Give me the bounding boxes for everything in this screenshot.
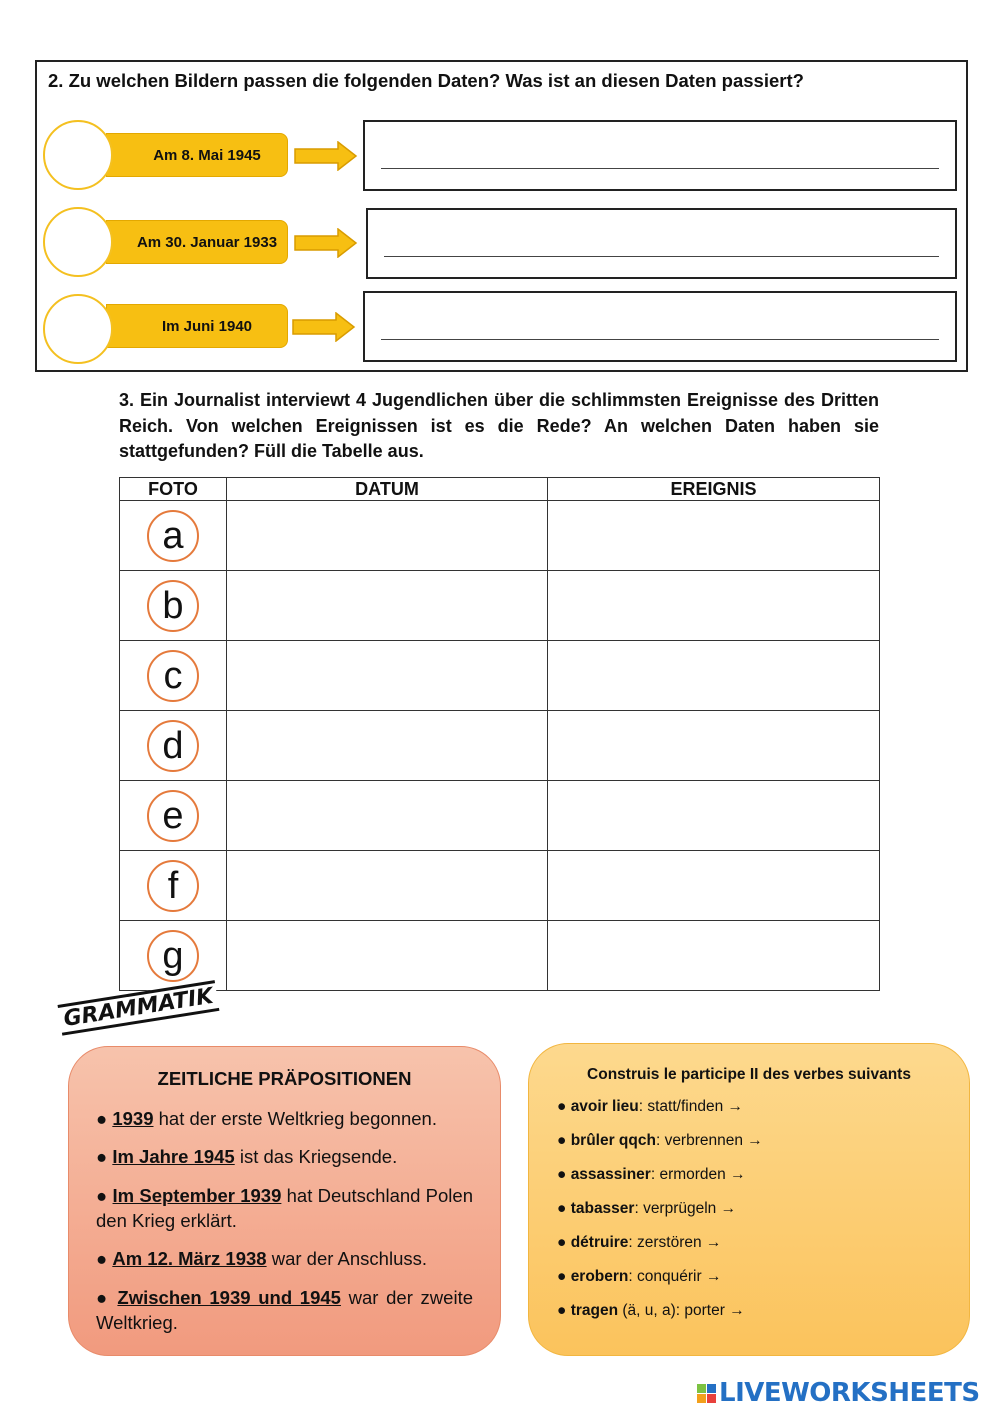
- verb-translation: (ä, u, a): porter →: [618, 1302, 745, 1319]
- grammar-example: [96, 1144, 473, 1169]
- ereignis-input-cell[interactable]: [548, 851, 880, 921]
- photo-letter-badge: g: [147, 930, 199, 982]
- time-preposition-phrase: Zwischen 1939 und 1945: [117, 1287, 341, 1308]
- verb-term: erobern: [570, 1268, 629, 1285]
- column-header-datum: DATUM: [227, 478, 548, 501]
- foto-cell: [120, 711, 227, 781]
- date-label: Am 30. Januar 1933: [106, 220, 288, 264]
- answer-box[interactable]: [363, 120, 957, 191]
- bullet: ●: [96, 1108, 108, 1129]
- verb-translation: : zerstören →: [628, 1234, 722, 1251]
- verb-item: [557, 1302, 745, 1320]
- example-rest: war der Anschluss.: [266, 1248, 427, 1269]
- photo-letter-badge: b: [147, 580, 199, 632]
- grammar-heading: ZEITLICHE PRÄPOSITIONEN: [157, 1068, 412, 1089]
- date-label: Am 8. Mai 1945: [106, 133, 288, 177]
- bullet: ●: [557, 1234, 567, 1251]
- verb-term: brûler qqch: [570, 1132, 656, 1149]
- liveworksheets-logo: [697, 1378, 980, 1408]
- ereignis-input-cell[interactable]: [548, 501, 880, 571]
- datum-input-cell[interactable]: [227, 501, 548, 571]
- time-preposition-phrase: Am 12. März 1938: [112, 1248, 267, 1269]
- photo-letter-badge: f: [147, 860, 199, 912]
- table-row: [120, 921, 880, 991]
- foto-cell: [120, 501, 227, 571]
- photo-letter-badge: c: [147, 650, 199, 702]
- example-rest: ist das Kriegsende.: [234, 1146, 398, 1167]
- verb-item: [557, 1234, 721, 1252]
- example-rest: war der zweite Weltkrieg.: [96, 1287, 473, 1333]
- table-row: [120, 571, 880, 641]
- arrow-right-icon: [292, 312, 356, 342]
- answer-line: [381, 339, 939, 340]
- bullet: ●: [96, 1146, 108, 1167]
- answer-line: [381, 168, 939, 169]
- foto-cell: [120, 641, 227, 711]
- verb-term: tabasser: [570, 1200, 635, 1217]
- table-row: [120, 501, 880, 571]
- photo-letter-badge: e: [147, 790, 199, 842]
- time-preposition-phrase: Im September 1939: [112, 1185, 282, 1206]
- bullet: ●: [557, 1132, 567, 1149]
- verb-term: détruire: [570, 1234, 629, 1251]
- example-rest: hat Deutschland Polen den Krieg erklärt.: [96, 1185, 473, 1231]
- answer-box[interactable]: [366, 208, 957, 279]
- section-3-title: 3. Ein Journalist interviewt 4 Jugendlichen über die schlimmsten Ereignisse des Dritten Reich. Von welchen Ereignissen ist es die Rede? An welchen Daten haben sie stattgefunden? Füll die Tabelle aus.: [119, 390, 879, 461]
- ereignis-input-cell[interactable]: [548, 921, 880, 991]
- answer-line: [384, 256, 939, 257]
- verb-translation: : ermorden →: [650, 1166, 746, 1183]
- table-row: [120, 711, 880, 781]
- verb-term: avoir lieu: [570, 1098, 639, 1115]
- bullet: ●: [96, 1248, 108, 1269]
- datum-input-cell[interactable]: [227, 921, 548, 991]
- verb-term: assassiner: [570, 1166, 651, 1183]
- bullet: ●: [557, 1200, 567, 1217]
- time-preposition-phrase: Im Jahre 1945: [112, 1146, 235, 1167]
- bullet: ●: [96, 1185, 108, 1206]
- arrow-right-icon: [294, 228, 358, 258]
- foto-cell: [120, 851, 227, 921]
- date-label: Im Juni 1940: [106, 304, 288, 348]
- datum-input-cell[interactable]: [227, 571, 548, 641]
- photo-letter-badge: a: [147, 510, 199, 562]
- bullet: ●: [557, 1166, 567, 1183]
- column-header-foto: FOTO: [120, 478, 227, 501]
- ereignis-input-cell[interactable]: [548, 641, 880, 711]
- verb-translation: : conquérir →: [628, 1268, 722, 1285]
- datum-input-cell[interactable]: [227, 781, 548, 851]
- verb-term: tragen: [570, 1302, 619, 1319]
- grammar-example: [96, 1183, 473, 1233]
- ereignis-input-cell[interactable]: [548, 781, 880, 851]
- time-preposition-phrase: 1939: [112, 1108, 154, 1129]
- datum-input-cell[interactable]: [227, 711, 548, 781]
- bullet: ●: [96, 1287, 110, 1308]
- datum-input-cell[interactable]: [227, 641, 548, 711]
- arrow-right-icon: [294, 141, 358, 171]
- verb-item: [557, 1200, 736, 1218]
- bullet: ●: [557, 1268, 567, 1285]
- verb-item: [557, 1098, 743, 1116]
- answer-box[interactable]: [363, 291, 957, 362]
- bullet: ●: [557, 1098, 567, 1115]
- verb-heading: Construis le participe II des verbes suivants: [587, 1066, 911, 1083]
- grammar-example: [96, 1106, 473, 1131]
- grammar-example: [96, 1246, 473, 1271]
- table-header-row: [120, 478, 880, 501]
- table-row: [120, 641, 880, 711]
- verb-translation: : verprügeln →: [634, 1200, 737, 1217]
- verb-item: [557, 1166, 746, 1184]
- image-drop-circle[interactable]: [43, 207, 113, 277]
- column-header-ereignis: EREIGNIS: [548, 478, 880, 501]
- example-rest: hat der erste Weltkrieg begonnen.: [153, 1108, 437, 1129]
- foto-cell: [120, 571, 227, 641]
- photo-letter-badge: d: [147, 720, 199, 772]
- grammatik-stamp-text: GRAMMATIK: [58, 980, 220, 1035]
- table-row: [120, 851, 880, 921]
- verb-item: [557, 1268, 721, 1286]
- table-row: [120, 781, 880, 851]
- image-drop-circle[interactable]: [43, 294, 113, 364]
- events-table: [119, 477, 880, 991]
- section-2-title: 2. Zu welchen Bildern passen die folgenden Daten? Was ist an diesen Daten passiert?: [48, 70, 804, 91]
- liveworksheets-icon: [697, 1384, 716, 1403]
- image-drop-circle[interactable]: [43, 120, 113, 190]
- grammar-example: [96, 1285, 473, 1335]
- verb-item: [557, 1132, 763, 1150]
- bullet: ●: [557, 1302, 567, 1319]
- datum-input-cell[interactable]: [227, 851, 548, 921]
- liveworksheets-wordmark: LIVEWORKSHEETS: [719, 1378, 980, 1408]
- ereignis-input-cell[interactable]: [548, 571, 880, 641]
- verb-translation: : verbrennen →: [655, 1132, 763, 1149]
- foto-cell: [120, 781, 227, 851]
- verb-translation: : statt/finden →: [638, 1098, 743, 1115]
- ereignis-input-cell[interactable]: [548, 711, 880, 781]
